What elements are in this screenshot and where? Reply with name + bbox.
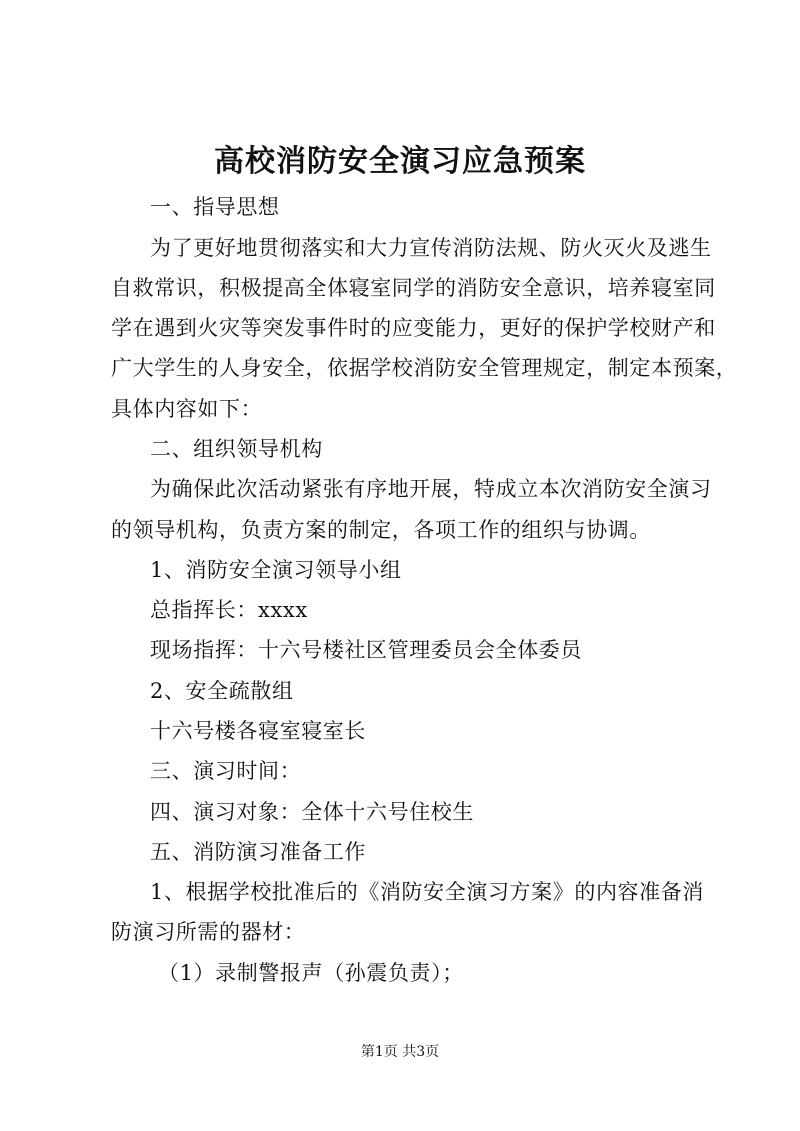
- section-heading: 一、指导思想: [150, 195, 280, 219]
- section-heading: 五、消防演习准备工作: [150, 840, 366, 864]
- list-item: （1）录制警报声（孙震负责）；: [158, 961, 464, 985]
- paragraph-line: 的领导机构，负责方案的制定，各项工作的组织与协调。: [111, 518, 651, 542]
- paragraph-line: 1、根据学校批准后的《消防安全演习方案》的内容准备消: [150, 880, 704, 904]
- section-heading: 三、演习时间：: [150, 759, 302, 783]
- list-item: 现场指挥：十六号楼社区管理委员会全体委员: [150, 638, 582, 662]
- paragraph-line: 学在遇到火灾等突发事件时的应变能力，更好的保护学校财产和: [111, 316, 716, 340]
- section-heading: 四、演习对象：全体十六号住校生: [150, 800, 474, 824]
- subsection-heading: 1、消防安全演习领导小组: [150, 558, 402, 582]
- document-title: 高校消防安全演习应急预案: [214, 144, 586, 179]
- list-item: 总指挥长：xxxx: [150, 598, 308, 622]
- paragraph-line: 具体内容如下：: [111, 397, 263, 421]
- page-number: 第1页 共3页: [360, 1044, 440, 1060]
- paragraph-line: 为确保此次活动紧张有序地开展，特成立本次消防安全演习: [150, 477, 712, 501]
- paragraph-line: 自救常识，积极提高全体寝室同学的消防安全意识，培养寝室同: [111, 276, 716, 300]
- paragraph-line: 广大学生的人身安全，依据学校消防安全管理规定，制定本预案，: [111, 356, 738, 380]
- subsection-heading: 2、安全疏散组: [150, 679, 294, 703]
- paragraph-line: 防演习所需的器材：: [111, 920, 306, 944]
- paragraph-line: 为了更好地贯彻落实和大力宣传消防法规、防火灭火及逃生: [150, 236, 712, 260]
- section-heading: 二、组织领导机构: [150, 437, 323, 461]
- list-item: 十六号楼各寝室寝室长: [150, 719, 366, 743]
